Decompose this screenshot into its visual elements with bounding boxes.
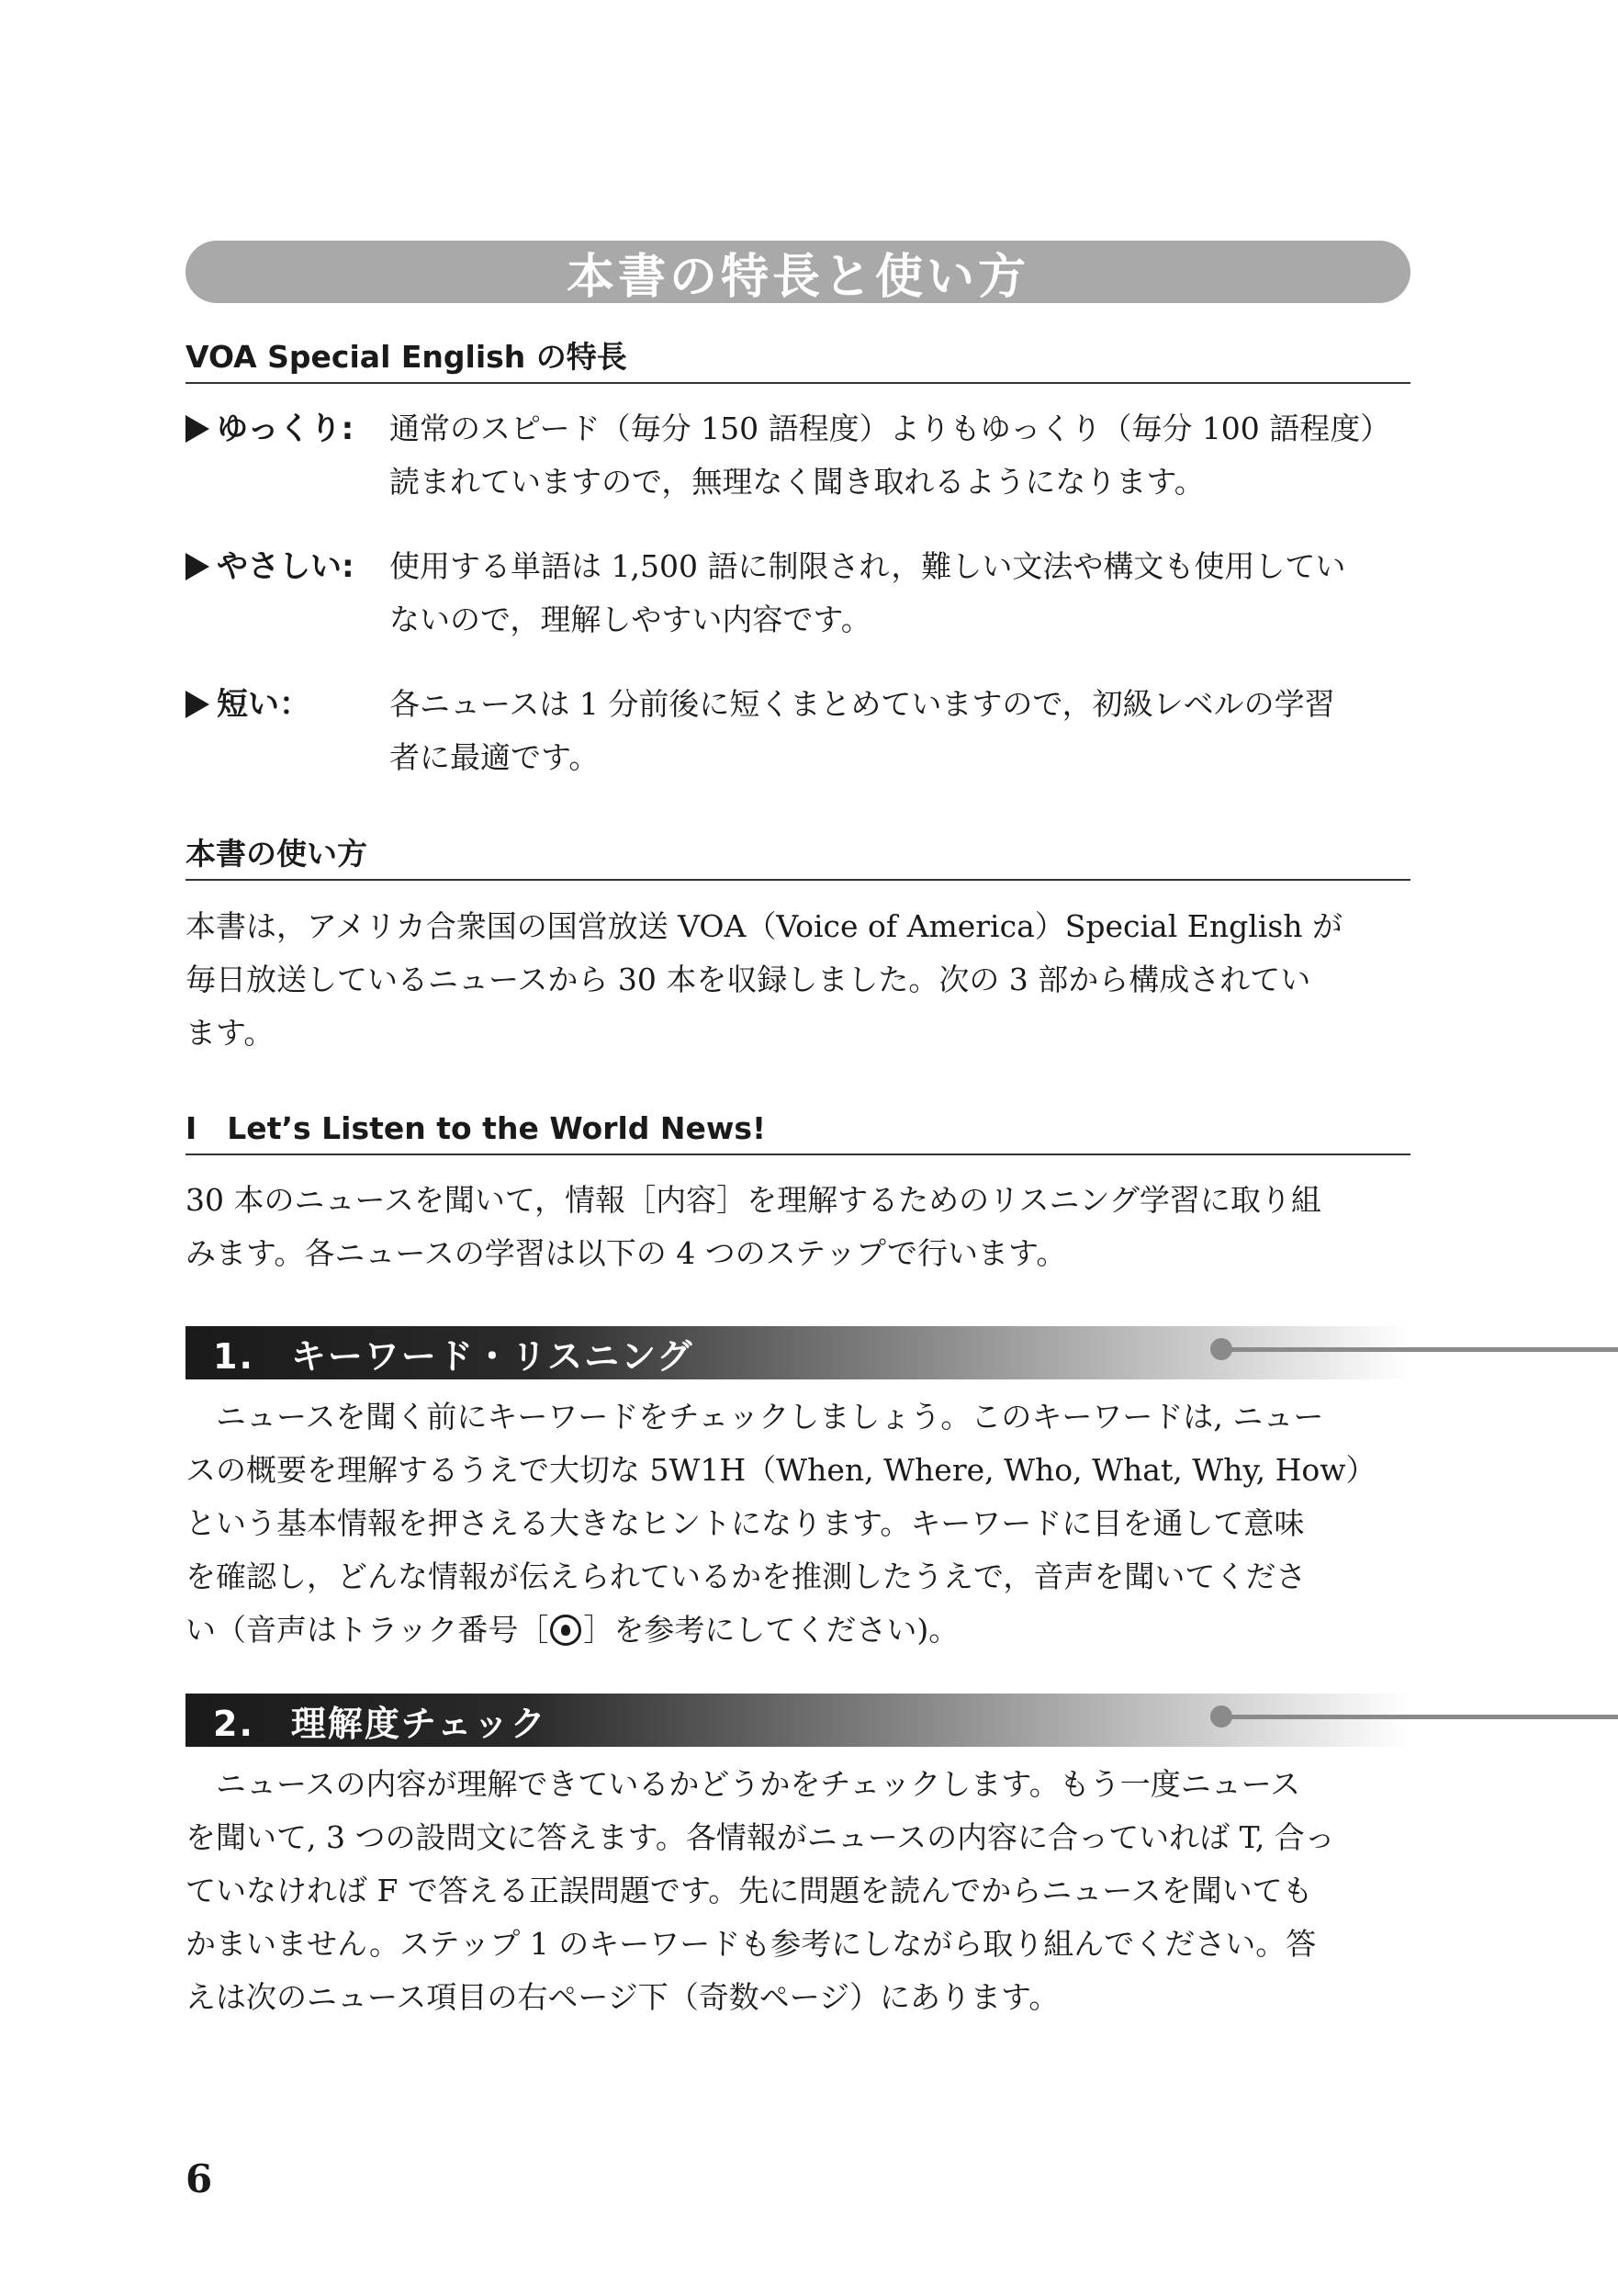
paragraph-line: 本書は，アメリカ合衆国の国営放送 VOA（Voice of America）Special English が bbox=[185, 908, 1343, 944]
paragraph-line: という基本情報を押さえる大きなヒントになります。キーワードに目を通して意味 bbox=[185, 1505, 1305, 1541]
paragraph-line: スの概要を理解するうえで大切な 5W1H（When, Where, Who, What, Why, How） bbox=[185, 1452, 1376, 1488]
feature-text-line: 通常のスピード（毎分 150 語程度）よりもゆっくり（毎分 100 語程度） bbox=[389, 411, 1391, 446]
feature-text-line: 使用する単語は 1,500 語に制限され，難しい文法や構文も使用してい bbox=[389, 548, 1346, 584]
page-title: 本書の特長と使い方 bbox=[566, 249, 1029, 305]
triangle-bullet-icon bbox=[185, 691, 209, 718]
paragraph-line: ニュースを聞く前にキーワードをチェックしましょう。このキーワードは, ニュー bbox=[216, 1399, 1324, 1435]
triangle-bullet-icon bbox=[185, 553, 209, 580]
voa-section-heading: VOA Special English の特長 bbox=[185, 334, 1410, 384]
paragraph-line: 30 本のニュースを聞いて，情報［内容］を理解するためのリスニング学習に取り組 bbox=[185, 1182, 1321, 1218]
paragraph-line: えは次のニュース項目の右ページ下（奇数ページ）にあります。 bbox=[185, 1979, 1060, 2015]
usage-section-heading: 本書の使い方 bbox=[185, 831, 1410, 881]
connector-line bbox=[1229, 1715, 1618, 1719]
usage-paragraph bbox=[185, 900, 1410, 1060]
feature-text-line: 者に最適です。 bbox=[389, 739, 600, 775]
track-number-cd-icon bbox=[550, 1615, 581, 1646]
feature-text-line: 読まれていますので，無理なく聞き取れるようになります。 bbox=[389, 464, 1205, 500]
paragraph-line: 毎日放送しているニュースから 30 本を収録しました。次の 3 部から構成されてい bbox=[185, 962, 1311, 997]
paragraph-line: かまいません。ステップ 1 のキーワードも参考にしながら取り組んでください。答 bbox=[185, 1926, 1317, 1962]
feature-short bbox=[185, 678, 1410, 784]
triangle-bullet-icon bbox=[185, 415, 209, 443]
step2-paragraph bbox=[185, 1758, 1410, 2024]
title-banner bbox=[185, 241, 1410, 303]
part1-heading: Ⅰ Let’s Listen to the World News! bbox=[185, 1106, 1410, 1155]
paragraph-line: ます。 bbox=[185, 1015, 275, 1051]
paragraph-line: を聞いて, 3 つの設問文に答えます。各情報がニュースの内容に合っていれば T, 合っ bbox=[185, 1819, 1335, 1855]
feature-text-line: 各ニュースは 1 分前後に短くまとめていますので，初級レベルの学習 bbox=[389, 686, 1335, 722]
feature-label: やさしい: bbox=[217, 548, 354, 585]
paragraph-line: を確認し，どんな情報が伝えられているかを推測したうえで，音声を聞いてくださ bbox=[185, 1559, 1307, 1594]
step2-connector bbox=[1210, 1705, 1618, 1729]
paragraph-line: い（音声はトラック番号［ ］を参考にしてください)。 bbox=[185, 1612, 960, 1648]
feature-text-line: ないので，理解しやすい内容です。 bbox=[389, 602, 871, 637]
paragraph-line: ていなければ F で答える正誤問題です。先に問題を読んでからニュースを聞いても bbox=[185, 1873, 1313, 1908]
paragraph-line: みます。各ニュースの学習は以下の 4 つのステップで行います。 bbox=[185, 1235, 1067, 1271]
part1-paragraph bbox=[185, 1174, 1410, 1280]
step2-title: 2. 理解度チェック bbox=[213, 1703, 547, 1744]
page-number: 6 bbox=[185, 2156, 213, 2201]
connector-line bbox=[1229, 1347, 1618, 1352]
feature-slow bbox=[185, 402, 1410, 509]
step1-paragraph bbox=[185, 1390, 1410, 1657]
step1-title: 1. キーワード・リスニング bbox=[213, 1335, 694, 1377]
step1-connector bbox=[1210, 1338, 1618, 1362]
paragraph-line: ニュースの内容が理解できているかどうかをチェックします。もう一度ニュース bbox=[216, 1766, 1301, 1802]
feature-easy bbox=[185, 540, 1410, 647]
feature-label: 短い： bbox=[217, 686, 310, 723]
feature-label: ゆっくり: bbox=[217, 411, 354, 447]
